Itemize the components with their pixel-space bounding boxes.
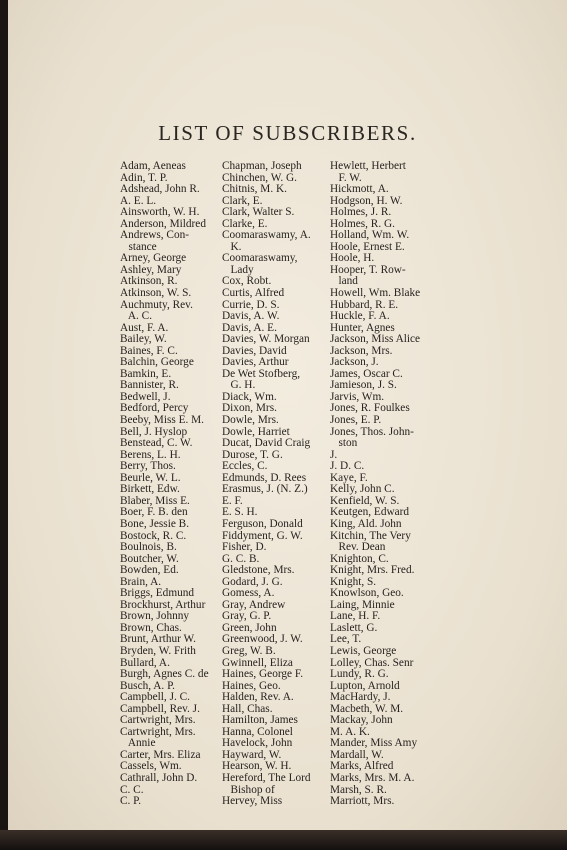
- subscriber-entry: Atkinson, W. S.: [120, 288, 192, 300]
- subscriber-entry: Howell, Wm. Blake: [330, 288, 421, 300]
- subscriber-entry: Balchin, George: [120, 357, 194, 369]
- subscriber-entry: Brockhurst, Arthur: [120, 599, 206, 611]
- subscriber-entry: Greg, W. B.: [222, 645, 276, 657]
- subscriber-entry: Brown, Chas.: [120, 622, 182, 634]
- subscriber-entry: Annie: [120, 738, 156, 750]
- subscriber-entry: Jones, R. Foulkes: [330, 403, 410, 415]
- subscriber-entry: Beurle, W. L.: [120, 472, 181, 484]
- subscriber-entry: Jackson, Miss Alice: [330, 334, 421, 346]
- subscriber-entry: Davis, A. E.: [222, 322, 277, 334]
- page-bottom-shadow: [0, 830, 567, 850]
- subscriber-entry: C. C.: [120, 784, 144, 796]
- subscriber-entry: Hubbard, R. E.: [330, 299, 399, 311]
- subscriber-entry: G. H.: [222, 380, 256, 392]
- subscriber-entry: Davies, David: [222, 345, 287, 357]
- subscriber-entry: Dowle, Mrs.: [222, 415, 279, 427]
- subscriber-entry: Holmes, R. G.: [330, 218, 395, 230]
- subscriber-entry: Mardall, W.: [330, 749, 384, 761]
- subscriber-entry: Cartwright, Mrs.: [120, 726, 196, 738]
- subscriber-entry: Marks, Mrs. M. A.: [330, 772, 415, 784]
- subscriber-entry: Boutcher, W.: [120, 553, 179, 565]
- subscriber-entry: Kitchin, The Very: [330, 530, 411, 542]
- subscriber-entry: Lee, T.: [330, 634, 362, 646]
- subscriber-entry: Marsh, S. R.: [330, 784, 387, 796]
- subscriber-entry: Eccles, C.: [222, 461, 268, 473]
- subscriber-entry: Benstead, C. W.: [120, 438, 193, 450]
- subscriber-entry: Jones, Thos. John-: [330, 426, 414, 438]
- subscriber-entry: land: [330, 276, 358, 288]
- subscriber-entry: Boer, F. B. den: [120, 507, 188, 519]
- subscriber-entry: Huckle, F. A.: [330, 311, 390, 323]
- subscriber-entry: Greenwood, J. W.: [222, 634, 303, 646]
- subscriber-entry: Chitnis, M. K.: [222, 184, 287, 196]
- subscriber-entry: Halden, Rev. A.: [222, 692, 294, 704]
- subscriber-entry: Hoole, H.: [330, 253, 375, 265]
- subscriber-entry: Hooper, T. Row-: [330, 264, 406, 276]
- subscriber-entry: Coomaraswamy, A.: [222, 230, 311, 242]
- subscriber-entry: Davies, W. Morgan: [222, 334, 310, 346]
- subscriber-entry: Chapman, Joseph: [222, 161, 302, 172]
- subscriber-entry: Hunter, Agnes: [330, 322, 395, 334]
- subscriber-entry: J.: [330, 449, 338, 461]
- subscriber-entry: Baines, F. C.: [120, 345, 178, 357]
- subscriber-entry: Hereford, The Lord: [222, 772, 311, 784]
- subscriber-entry: Knighton, C.: [330, 553, 389, 565]
- subscriber-entry: James, Oscar C.: [330, 368, 403, 380]
- subscriber-entry: Coomaraswamy,: [222, 253, 298, 265]
- subscriber-entry: Ainsworth, W. H.: [120, 207, 200, 219]
- subscriber-entry: Cathrall, John D.: [120, 772, 198, 784]
- subscriber-entry: E. S. H.: [222, 507, 258, 519]
- subscriber-entry: C. P.: [120, 796, 142, 808]
- subscriber-entry: Jackson, Mrs.: [330, 345, 393, 357]
- subscriber-entry: Bamkin, E.: [120, 368, 172, 380]
- subscriber-entry: Lady: [222, 264, 254, 276]
- subscriber-entry: Carter, Mrs. Eliza: [120, 749, 201, 761]
- subscriber-entry: Andrews, Con-: [120, 230, 190, 242]
- subscriber-entry: Clarke, E.: [222, 218, 268, 230]
- subscriber-entry: MacHardy, J.: [330, 692, 391, 704]
- subscriber-entry: Holland, Wm. W.: [330, 230, 410, 242]
- subscriber-entry: Havelock, John: [222, 738, 293, 750]
- subscriber-entry: Hervey, Miss: [222, 796, 283, 808]
- subscriber-entry: Cassels, Wm.: [120, 761, 182, 773]
- subscriber-entry: Macbeth, W. M.: [330, 703, 404, 715]
- subscriber-entry: F. W.: [330, 172, 362, 184]
- subscriber-entry: Lolley, Chas. Senr: [330, 657, 414, 669]
- subscriber-entry: Boulnois, B.: [120, 542, 177, 554]
- subscriber-entry: Green, John: [222, 622, 277, 634]
- subscriber-entry: Gray, Andrew: [222, 599, 286, 611]
- subscriber-entry: Gray, G. P.: [222, 611, 272, 623]
- subscriber-entry: Busch, A. P.: [120, 680, 175, 692]
- subscriber-entry: Bowden, Ed.: [120, 565, 179, 577]
- subscriber-entry: Bedford, Percy: [120, 403, 189, 415]
- subscriber-entry: Brain, A.: [120, 576, 162, 588]
- subscriber-entry: Berens, L. H.: [120, 449, 181, 461]
- subscriber-entry: Brunt, Arthur W.: [120, 634, 196, 646]
- subscriber-entry: Knight, S.: [330, 576, 377, 588]
- subscriber-entry: Bryden, W. Frith: [120, 645, 196, 657]
- subscriber-entry: Knowlson, Geo.: [330, 588, 404, 600]
- subscriber-entry: Adam, Aeneas: [120, 161, 186, 172]
- subscriber-entry: Jackson, J.: [330, 357, 379, 369]
- subscriber-entry: A. C.: [120, 311, 153, 323]
- subscriber-entry: Gledstone, Mrs.: [222, 565, 295, 577]
- subscriber-entry: Durose, T. G.: [222, 449, 283, 461]
- subscriber-entry: Atkinson, R.: [120, 276, 178, 288]
- subscriber-entry: Fiddyment, G. W.: [222, 530, 303, 542]
- subscriber-entry: King, Ald. John: [330, 518, 402, 530]
- subscriber-entry: Hearson, W. H.: [222, 761, 292, 773]
- subscriber-column-1: [120, 161, 220, 808]
- subscriber-entry: Arney, George: [120, 253, 187, 265]
- subscriber-entry: Fisher, D.: [222, 542, 267, 554]
- subscriber-entry: Jarvis, Wm.: [330, 391, 385, 403]
- subscriber-entry: Lundy, R. G.: [330, 669, 389, 681]
- subscriber-entry: Dixon, Mrs.: [222, 403, 277, 415]
- subscriber-entry: Cartwright, Mrs.: [120, 715, 196, 727]
- subscriber-entry: Bedwell, J.: [120, 391, 171, 403]
- subscriber-entry: Gwinnell, Eliza: [222, 657, 293, 669]
- subscriber-column-3: [330, 161, 438, 808]
- subscriber-entry: Hall, Chas.: [222, 703, 273, 715]
- subscriber-entry: K.: [222, 241, 242, 253]
- subscriber-entry: Gomess, A.: [222, 588, 275, 600]
- subscriber-entry: Knight, Mrs. Fred.: [330, 565, 415, 577]
- page-title: LIST OF SUBSCRIBERS.: [158, 121, 417, 145]
- subscriber-entry: Rev. Dean: [330, 542, 386, 554]
- subscriber-entry: Lane, H. F.: [330, 611, 381, 623]
- subscriber-entry: Briggs, Edmund: [120, 588, 195, 600]
- subscriber-entry: Edmunds, D. Rees: [222, 472, 307, 484]
- subscriber-entry: Lupton, Arnold: [330, 680, 400, 692]
- subscriber-entry: Davies, Arthur: [222, 357, 289, 369]
- subscriber-entry: Kenfield, W. S.: [330, 495, 400, 507]
- subscriber-entry: Bostock, R. C.: [120, 530, 187, 542]
- subscriber-entry: Bannister, R.: [120, 380, 179, 392]
- subscriber-entry: Haines, George F.: [222, 669, 304, 681]
- subscriber-entry: Marriott, Mrs.: [330, 796, 395, 808]
- subscriber-entry: Bishop of: [222, 784, 275, 796]
- subscriber-entry: Hayward, W.: [222, 749, 282, 761]
- subscriber-entry: Diack, Wm.: [222, 391, 277, 403]
- subscriber-entry: Keutgen, Edward: [330, 507, 410, 519]
- subscriber-entry: Godard, J. G.: [222, 576, 283, 588]
- subscriber-entry: Laslett, G.: [330, 622, 378, 634]
- subscriber-entry: Holmes, J. R.: [330, 207, 392, 219]
- subscriber-entry: Laing, Minnie: [330, 599, 395, 611]
- subscriber-entry: Currie, D. S.: [222, 299, 280, 311]
- subscriber-entry: Kelly, John C.: [330, 484, 395, 496]
- subscriber-entry: M. A. K.: [330, 726, 370, 738]
- subscriber-entry: Marks, Alfred: [330, 761, 394, 773]
- subscriber-entry: Mander, Miss Amy: [330, 738, 418, 750]
- subscriber-entry: Hanna, Colonel: [222, 726, 293, 738]
- subscriber-entry: Mackay, John: [330, 715, 393, 727]
- subscriber-entry: Clark, Walter S.: [222, 207, 295, 219]
- subscriber-entry: stance: [120, 241, 157, 253]
- subscriber-entry: Ferguson, Donald: [222, 518, 303, 530]
- subscriber-entry: Curtis, Alfred: [222, 288, 285, 300]
- subscriber-entry: Jamieson, J. S.: [330, 380, 397, 392]
- subscriber-entry: Berry, Thos.: [120, 461, 176, 473]
- subscriber-entry: Birkett, Edw.: [120, 484, 180, 496]
- subscriber-entry: Hodgson, H. W.: [330, 195, 403, 207]
- subscriber-entry: J. D. C.: [330, 461, 365, 473]
- subscriber-entry: Adin, T. P.: [120, 172, 168, 184]
- subscriber-entry: Campbell, Rev. J.: [120, 703, 200, 715]
- subscriber-entry: Ashley, Mary: [120, 264, 182, 276]
- subscriber-entry: Blaber, Miss E.: [120, 495, 190, 507]
- subscriber-entry: Dowle, Harriet: [222, 426, 290, 438]
- subscriber-entry: Kaye, F.: [330, 472, 368, 484]
- subscriber-entry: Lewis, George: [330, 645, 397, 657]
- subscriber-entry: Chinchen, W. G.: [222, 172, 297, 184]
- subscriber-entry: E. F.: [222, 495, 243, 507]
- subscriber-entry: Hickmott, A.: [330, 184, 389, 196]
- subscriber-entry: Bullard, A.: [120, 657, 170, 669]
- subscriber-entry: Hamilton, James: [222, 715, 298, 727]
- subscriber-column-2: [222, 161, 328, 808]
- subscriber-entry: Burgh, Agnes C. de: [120, 669, 209, 681]
- subscriber-entry: Brown, Johnny: [120, 611, 190, 623]
- subscriber-entry: Auchmuty, Rev.: [120, 299, 193, 311]
- subscriber-entry: Hoole, Ernest E.: [330, 241, 405, 253]
- subscriber-entry: Cox, Robt.: [222, 276, 272, 288]
- subscriber-entry: Beeby, Miss E. M.: [120, 415, 204, 427]
- subscriber-entry: Erasmus, J. (N. Z.): [222, 484, 308, 496]
- subscriber-entry: Ducat, David Craig: [222, 438, 311, 450]
- subscriber-entry: Davis, A. W.: [222, 311, 280, 323]
- subscriber-entry: Bell, J. Hyslop: [120, 426, 188, 438]
- subscriber-entry: Bailey, W.: [120, 334, 167, 346]
- subscriber-entry: Campbell, J. C.: [120, 692, 190, 704]
- book-page: [8, 0, 567, 838]
- subscriber-entry: Anderson, Mildred: [120, 218, 206, 230]
- subscriber-entry: ston: [330, 438, 358, 450]
- subscriber-entry: Jones, E. P.: [330, 415, 382, 427]
- subscriber-entry: G. C. B.: [222, 553, 260, 565]
- subscriber-entry: A. E. L.: [120, 195, 157, 207]
- subscriber-entry: De Wet Stofberg,: [222, 368, 301, 380]
- subscriber-entry: Clark, E.: [222, 195, 263, 207]
- subscriber-entry: Adshead, John R.: [120, 184, 200, 196]
- subscriber-entry: Bone, Jessie B.: [120, 518, 190, 530]
- subscriber-entry: Hewlett, Herbert: [330, 161, 406, 172]
- subscriber-entry: Aust, F. A.: [120, 322, 169, 334]
- subscriber-entry: Haines, Geo.: [222, 680, 281, 692]
